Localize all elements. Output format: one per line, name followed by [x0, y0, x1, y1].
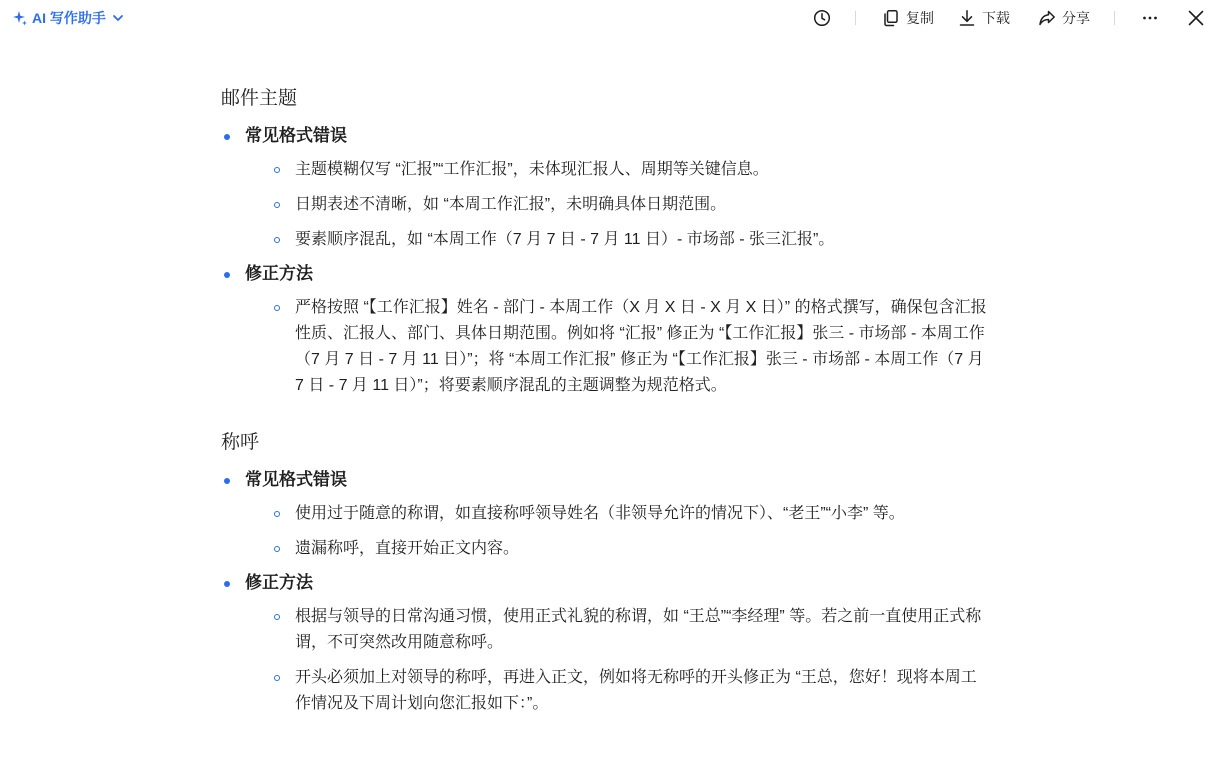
bullet-list [221, 124, 991, 399]
more-button[interactable] [1141, 6, 1159, 30]
top-bar [0, 0, 1219, 36]
list-heading [221, 571, 991, 717]
more-horizontal-icon [1141, 9, 1159, 27]
close-icon [1187, 9, 1205, 27]
share-label: 分享 [1062, 10, 1090, 26]
list-heading-text: 修正方法 [245, 573, 313, 592]
copy-label: 复制 [906, 10, 934, 26]
list-item: 日期表述不清晰，如 “本周工作汇报”，未明确具体日期范围。 [245, 192, 991, 218]
close-button[interactable] [1187, 6, 1205, 30]
sparkle-icon [12, 10, 28, 26]
section-title: 邮件主题 [221, 88, 298, 109]
bullet-list [221, 468, 991, 717]
share-icon [1038, 9, 1056, 27]
share-button[interactable] [1038, 6, 1090, 30]
chevron-down-icon [112, 12, 124, 24]
list-item: 根据与领导的日常沟通习惯，使用正式礼貌的称谓，如 “王总”“李经理” 等。若之前一直使用正式称谓，不可突然改用随意称呼。 [245, 604, 991, 656]
list-heading-text: 常见格式错误 [245, 470, 347, 489]
toolbar [813, 6, 1205, 30]
list-item: 要素顺序混乱，如 “本周工作（7 月 7 日 - 7 月 11 日）- 市场部 - 张三汇报”。 [245, 227, 991, 253]
sub-list [245, 157, 991, 253]
section-salutation [221, 428, 991, 717]
toolbar-divider [855, 11, 856, 25]
section-email-subject [221, 84, 991, 399]
copy-button[interactable] [882, 6, 934, 30]
list-item: 严格按照 “【工作汇报】姓名 - 部门 - 本周工作（X 月 X 日 - X 月 X 日）” 的格式撰写，确保包含汇报性质、汇报人、部门、具体日期范围。例如将 “汇报” 修正为 “【工作汇报】张三 - 市场部 - 本周工作（7 月 7 日 - 7 月 11 日）”；将 “本周工作汇报” 修正为 “【工作汇报】张三 - 市场部 - 本周工作（7 月 7 日 - 7 月 11 日）”；将要素顺序混乱的主题调整为规范格式。 [245, 295, 991, 399]
list-heading-text: 修正方法 [245, 264, 313, 283]
ai-assistant-menu[interactable] [12, 8, 124, 28]
list-item: 开头必须加上对领导的称呼，再进入正文，例如将无称呼的开头修正为 “王总，您好！现将本周工作情况及下周计划向您汇报如下：”。 [245, 665, 991, 717]
download-button[interactable] [958, 6, 1010, 30]
sub-list [245, 604, 991, 717]
list-heading [221, 262, 991, 399]
sub-list [245, 295, 991, 399]
sub-list [245, 501, 991, 562]
list-item: 遗漏称呼，直接开始正文内容。 [245, 536, 991, 562]
list-heading [221, 468, 991, 562]
list-item: 使用过于随意的称谓，如直接称呼领导姓名（非领导允许的情况下）、“老王”“小李” 等。 [245, 501, 991, 527]
history-button[interactable] [813, 6, 831, 30]
toolbar-divider [1114, 11, 1115, 25]
list-heading-text: 常见格式错误 [245, 126, 347, 145]
list-heading [221, 124, 991, 253]
ai-assistant-label: AI 写作助手 [32, 10, 106, 26]
section-title: 称呼 [221, 432, 260, 453]
clock-icon [813, 9, 831, 27]
download-label: 下载 [982, 10, 1010, 26]
document-content [221, 84, 991, 717]
copy-icon [882, 9, 900, 27]
download-icon [958, 9, 976, 27]
list-item: 主题模糊仅写 “汇报”“工作汇报”，未体现汇报人、周期等关键信息。 [245, 157, 991, 183]
